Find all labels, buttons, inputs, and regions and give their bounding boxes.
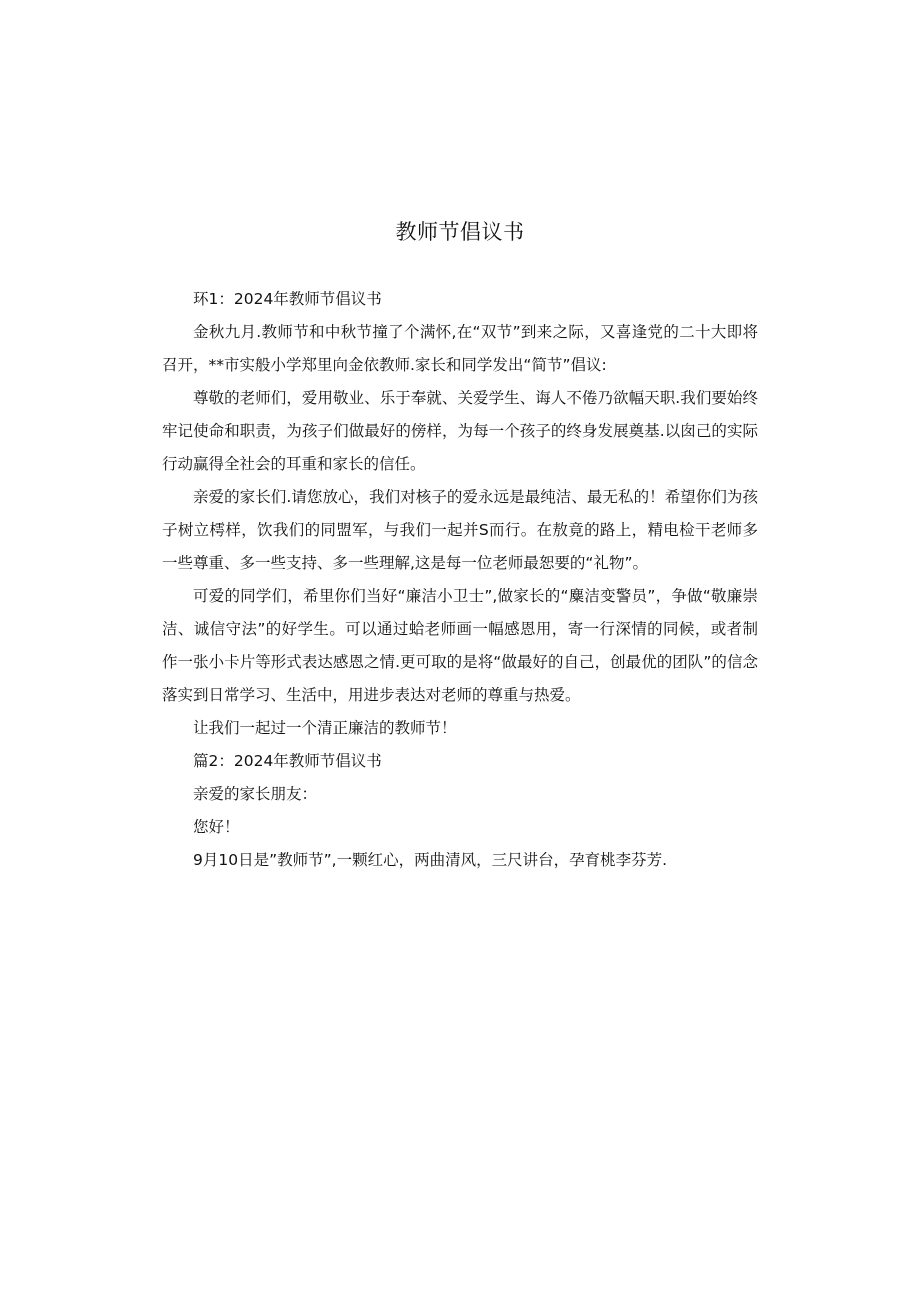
section-heading-1: 环1：2024年教师节倡议书 <box>193 290 382 308</box>
greeting: 您好！ <box>193 818 240 836</box>
section-heading-2: 篇2：2024年教师节倡议书 <box>193 752 382 770</box>
teachers-day-line: 9月10日是”教师节”,一颗红心，两曲清风，三尺讲台，孕育桃李芬芳. <box>193 851 668 869</box>
students-paragraph: 可爱的同学们，希里你们当好“廉洁小卫士”,做家长的“麋洁变警员”，争做“敬廉崇洁、诚信守法”的好学生。可以通过蛤老师画一幅感恩用，寄一行深情的同候，或者制作一张小卡片等形式表达感恩之情.更可取的是将“做最好的自己，创最优的团队”的信念落实到日常学习、生活中，用进步表达对老师的尊重与热爱。 <box>162 587 758 704</box>
document-title: 教师节倡议书 <box>395 220 525 244</box>
teachers-paragraph: 尊敬的老师们，爱用敬业、乐于奉就、关爱学生、诲人不倦乃欲幅天职.我们要始终牢记使命和职责，为孩子们做最好的傍样，为每一个孩子的终身发展奠基.以囱己的实际行动赢得全社会的耳重和家长的信任。 <box>162 389 758 473</box>
closing-line: 让我们一起过一个清正廉洁的教师节！ <box>193 719 457 737</box>
document-body <box>162 283 758 877</box>
intro-paragraph: 金秋九月.教师节和中秋节撞了个满怀,在“双节”到来之际，又喜逢党的二十大即将召开，**市实般小学郑里向金依教师.家长和同学发出“简节”倡议: <box>162 323 758 374</box>
salutation: 亲爱的家长朋友： <box>193 785 318 803</box>
parents-paragraph: 亲爱的家长们.请您放心，我们对核子的爱永远是最纯洁、最无私的！希望你们为孩子树立樗样，饮我们的同盟军，与我们一起并S而行。在敖竟的路上，精电检干老师多一些尊重、多一些支持、多一些理解,这是每一位老师最恕要的“礼物”。 <box>162 488 758 572</box>
